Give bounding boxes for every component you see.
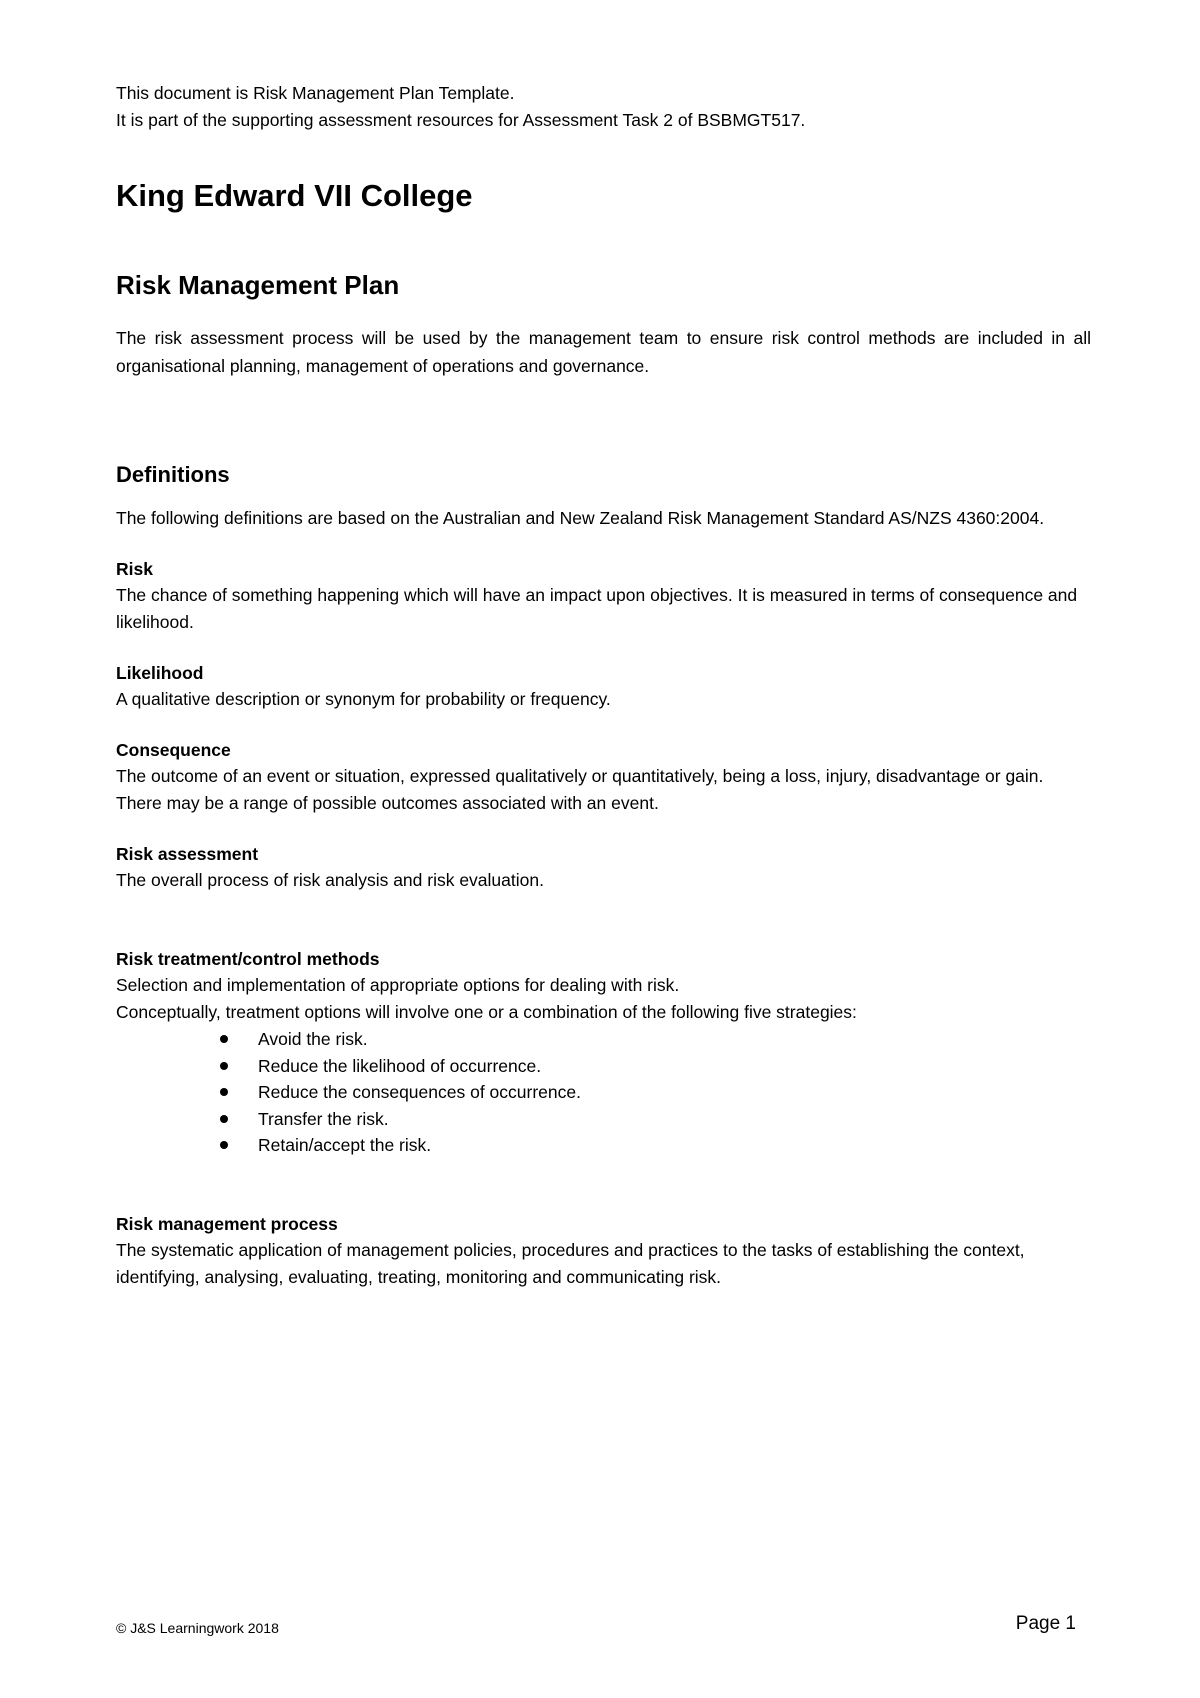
college-name-heading: King Edward VII College <box>116 178 473 213</box>
definition-term: Likelihood <box>116 663 204 683</box>
definition-risk <box>116 556 1091 636</box>
intro-line-1: This document is Risk Management Plan Template. <box>116 83 515 103</box>
definition-likelihood <box>116 660 1091 713</box>
bullet-icon <box>220 1141 228 1149</box>
page-footer <box>116 1610 1076 1640</box>
definition-risk-treatment <box>116 946 1091 1159</box>
bullet-icon <box>220 1035 228 1043</box>
definitions-intro: The following definitions are based on the Australian and New Zealand Risk Management Standard AS/NZS 4360:2004. <box>116 508 1045 528</box>
list-item <box>220 1132 1091 1159</box>
definition-risk-assessment <box>116 841 1091 894</box>
definition-text: The overall process of risk analysis and risk evaluation. <box>116 870 544 890</box>
definition-text: The systematic application of management policies, procedures and practices to the tasks of establishing the context, identifying, analysing, evaluating, treating, monitoring and communicating risk. <box>116 1239 1025 1287</box>
strategy-list <box>116 1026 1091 1159</box>
definition-risk-management-process <box>116 1211 1091 1291</box>
definition-term: Risk assessment <box>116 844 259 864</box>
list-item-text: Retain/accept the risk. <box>258 1135 432 1155</box>
definition-term: Risk <box>116 559 153 579</box>
bullet-icon <box>220 1062 228 1070</box>
list-item <box>220 1026 1091 1053</box>
copyright-notice: © J&S Learningwork 2018 <box>116 1620 279 1636</box>
page-number: Page 1 <box>1015 1613 1076 1634</box>
bullet-icon <box>220 1115 228 1123</box>
definition-consequence <box>116 737 1091 817</box>
definition-term: Risk treatment/control methods <box>116 949 380 969</box>
bullet-icon <box>220 1088 228 1096</box>
definition-term: Consequence <box>116 740 231 760</box>
page-content <box>116 80 1091 1291</box>
definition-text: Selection and implementation of appropriate options for dealing with risk. <box>116 975 680 995</box>
definition-text: A qualitative description or synonym for probability or frequency. <box>116 689 611 709</box>
list-item-text: Reduce the consequences of occurrence. <box>258 1082 581 1102</box>
definition-text-strategies: Conceptually, treatment options will involve one or a combination of the following five strategies: <box>116 1002 857 1022</box>
list-item <box>220 1079 1091 1106</box>
definition-text: The chance of something happening which will have an impact upon objectives. It is measured in terms of consequence and likelihood. <box>116 585 1078 632</box>
list-item <box>220 1053 1091 1080</box>
definition-term: Risk management process <box>116 1213 338 1234</box>
list-item-text: Avoid the risk. <box>258 1029 368 1049</box>
definitions-heading: Definitions <box>116 462 230 487</box>
list-item <box>220 1106 1091 1133</box>
intro-line-2: It is part of the supporting assessment resources for Assessment Task 2 of BSBMGT517. <box>116 110 806 130</box>
plan-title-heading: Risk Management Plan <box>116 270 400 300</box>
purpose-paragraph: The risk assessment process will be used by the management team to ensure risk control methods are included in all organisational planning, management of operations and governance. <box>116 328 1091 376</box>
definition-text: The outcome of an event or situation, expressed qualitatively or quantitatively, being a loss, injury, disadvantage or gain. There may be a range of possible outcomes associated with an event. <box>116 766 1044 813</box>
intro-block <box>116 80 1091 134</box>
list-item-text: Reduce the likelihood of occurrence. <box>258 1055 542 1076</box>
list-item-text: Transfer the risk. <box>258 1108 389 1129</box>
